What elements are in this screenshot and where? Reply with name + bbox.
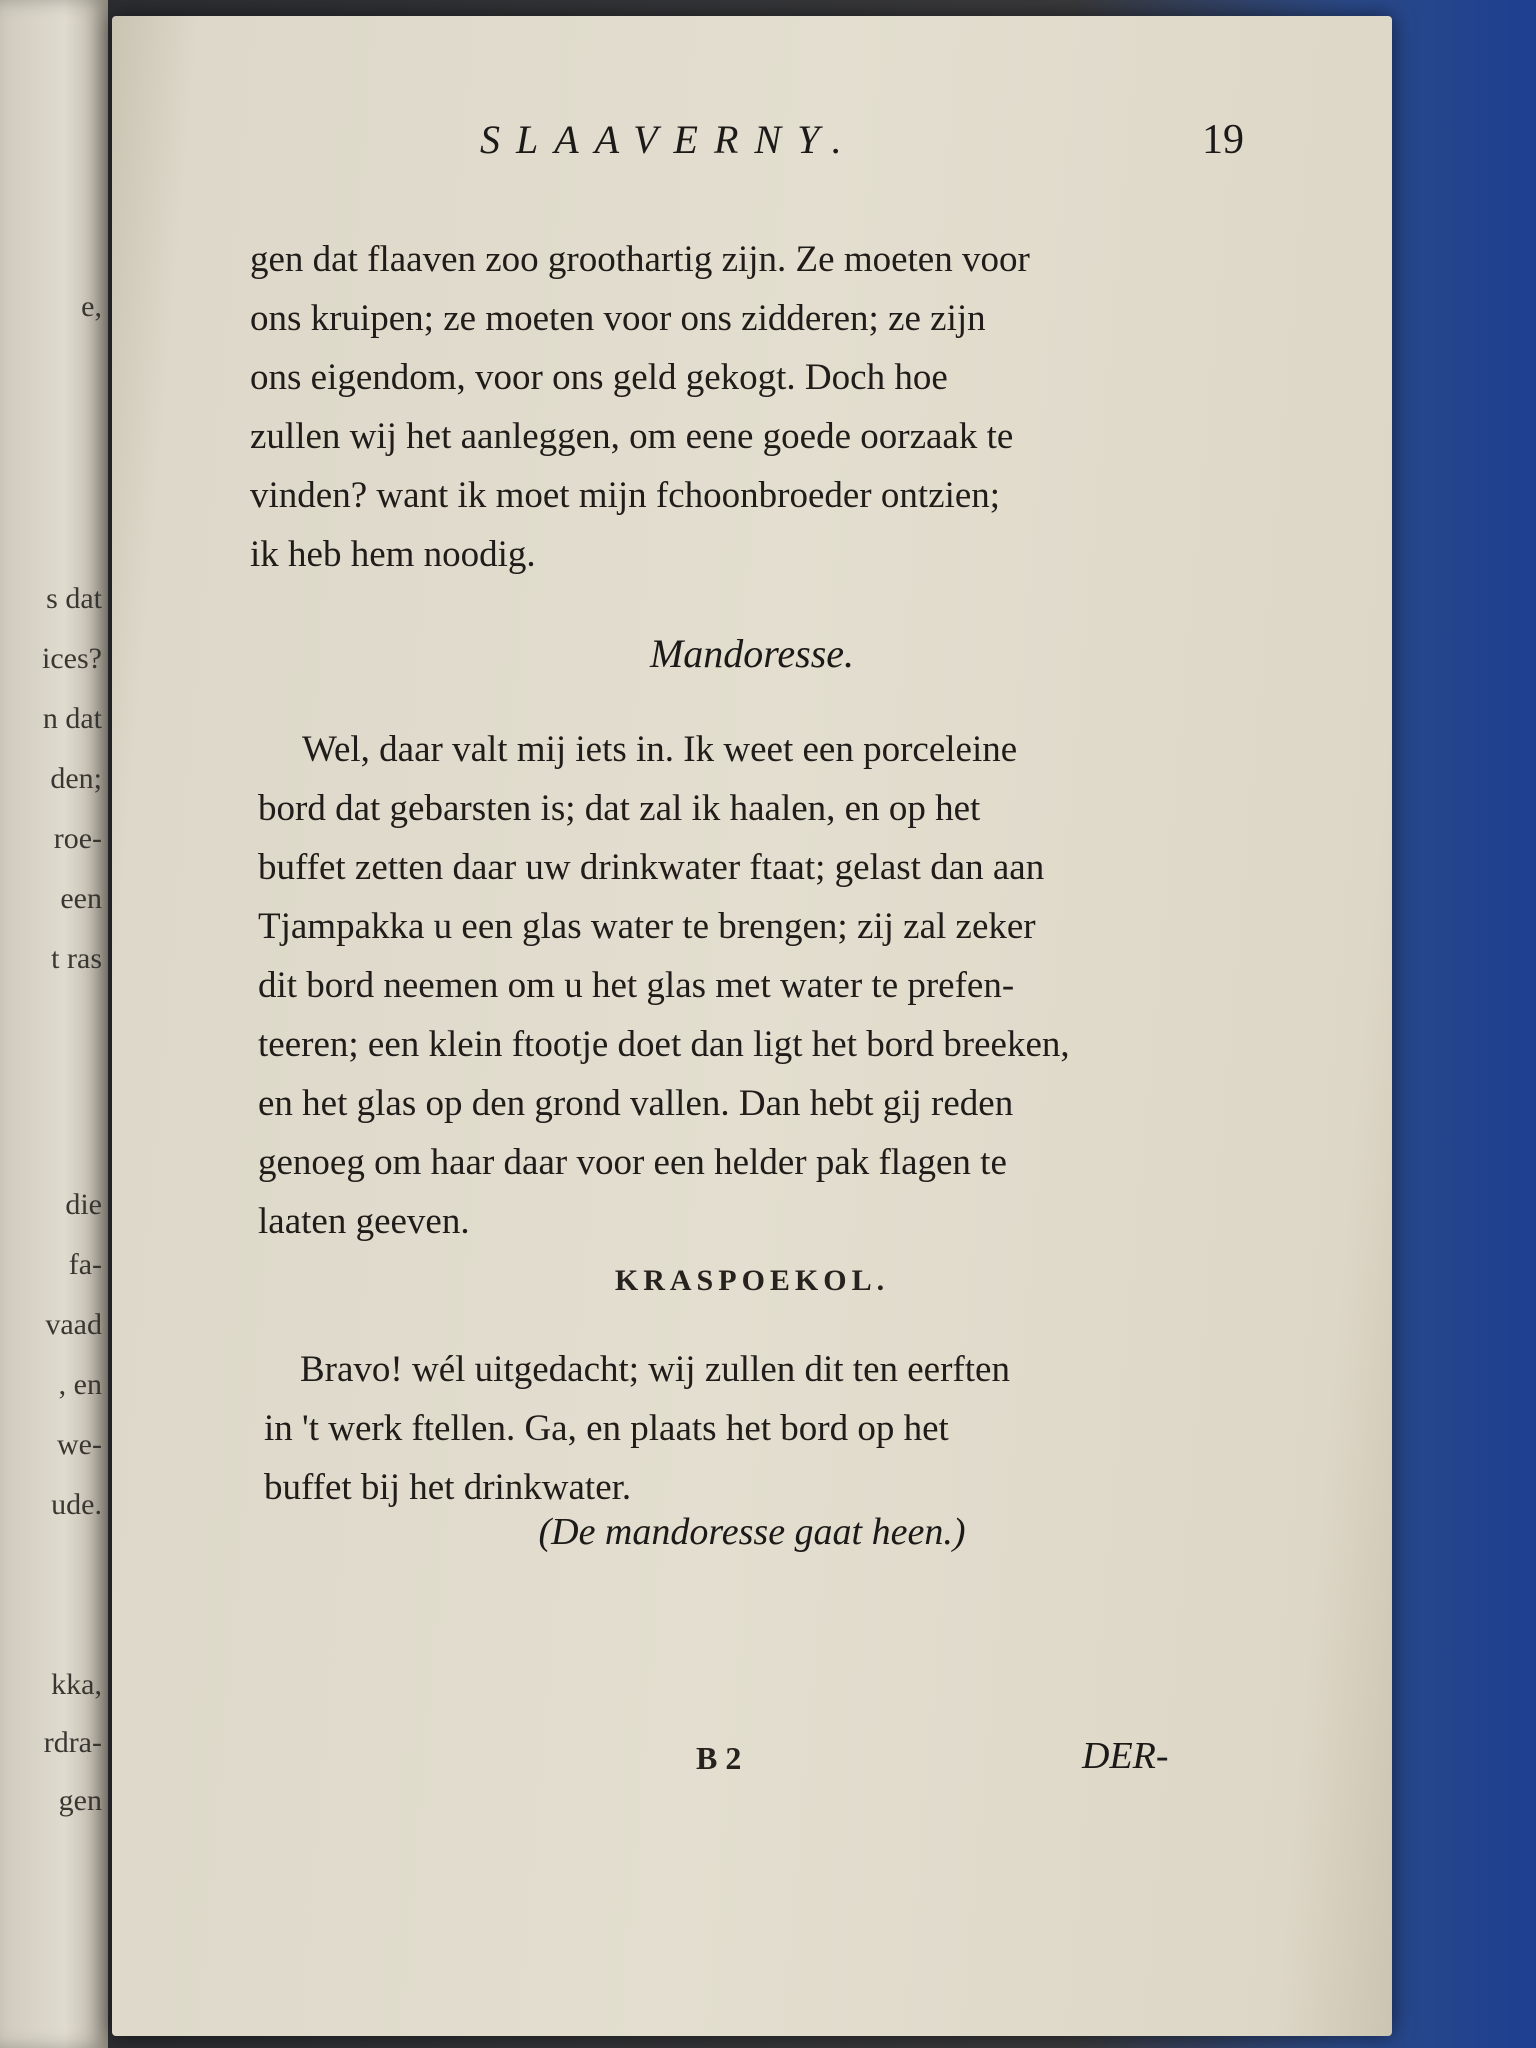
page-number: 19 [1202,117,1244,163]
book-page [112,16,1392,2036]
text-line: ons kruipen; ze moeten voor ons zidderen; ze zijn [250,298,986,339]
text-line: laaten geeven. [258,1201,470,1242]
left-fragment: t ras [51,942,102,975]
text-line: zullen wij het aanleggen, om eene goede oorzaak te [250,416,1014,457]
text-line: Bravo! wél uitgedacht; wij zullen dit ten eerften [300,1349,1010,1390]
text-line: ons eigendom, voor ons geld gekogt. Doch hoe [250,357,948,398]
text-line: ik heb hem noodig. [250,534,536,575]
left-fragment: rdra- [43,1726,102,1759]
signature-mark: B 2 [696,1740,742,1776]
left-fragment: roe- [53,822,102,855]
left-fragment: fa- [68,1248,102,1281]
catchword: DER- [1082,1735,1169,1777]
paragraph-3 [264,1340,1244,1517]
left-fragment: den; [50,762,102,795]
text-line: vinden? want ik moet mijn fchoonbroeder ontzien; [250,475,1001,516]
left-fragment: we- [57,1428,102,1461]
text-line: en het glas op den grond vallen. Dan hebt gij reden [258,1083,1014,1124]
left-fragment: n dat [42,702,102,735]
left-fragment: een [60,882,102,915]
text-line: gen dat flaaven zoo groothartig zijn. Ze moeten voor [250,239,1030,280]
left-fragment: gen [58,1784,102,1817]
text-line: dit bord neemen om u het glas met water te prefen- [258,965,1015,1006]
left-fragment: die [65,1188,102,1221]
text-line: in 't werk ftellen. Ga, en plaats het bord op het [264,1408,949,1449]
text-line: buffet zetten daar uw drinkwater ftaat; gelast dan aan [258,847,1045,888]
speaker-name: Mandoresse. [649,631,855,676]
left-fragment: e, [81,290,102,323]
stage-direction: (De mandoresse gaat heen.) [538,1511,966,1553]
left-fragment: ices? [42,642,102,675]
speaker-name: KRASPOEKOL. [614,1264,890,1297]
left-fragment: vaad [45,1308,102,1341]
text-line: Wel, daar valt mij iets in. Ik weet een porceleine [302,729,1018,770]
left-fragment: s dat [46,582,102,615]
left-fragment: kka, [51,1668,102,1701]
text-line: bord dat gebarsten is; dat zal ik haalen, en op het [258,788,981,829]
running-head: SLAAVERNY. [480,117,858,162]
text-line: teeren; een klein ftootje doet dan ligt het bord breeken, [258,1024,1070,1065]
paragraph-2 [258,720,1250,1251]
paragraph-1 [250,230,1252,584]
text-line: buffet bij het drinkwater. [264,1467,632,1508]
left-page-edge [0,0,108,2048]
left-fragment: ude. [51,1488,102,1521]
text-line: genoeg om haar daar voor een helder pak flagen te [258,1142,1007,1183]
left-fragment: , en [58,1368,102,1401]
text-line: Tjampakka u een glas water te brengen; zij zal zeker [258,906,1036,947]
